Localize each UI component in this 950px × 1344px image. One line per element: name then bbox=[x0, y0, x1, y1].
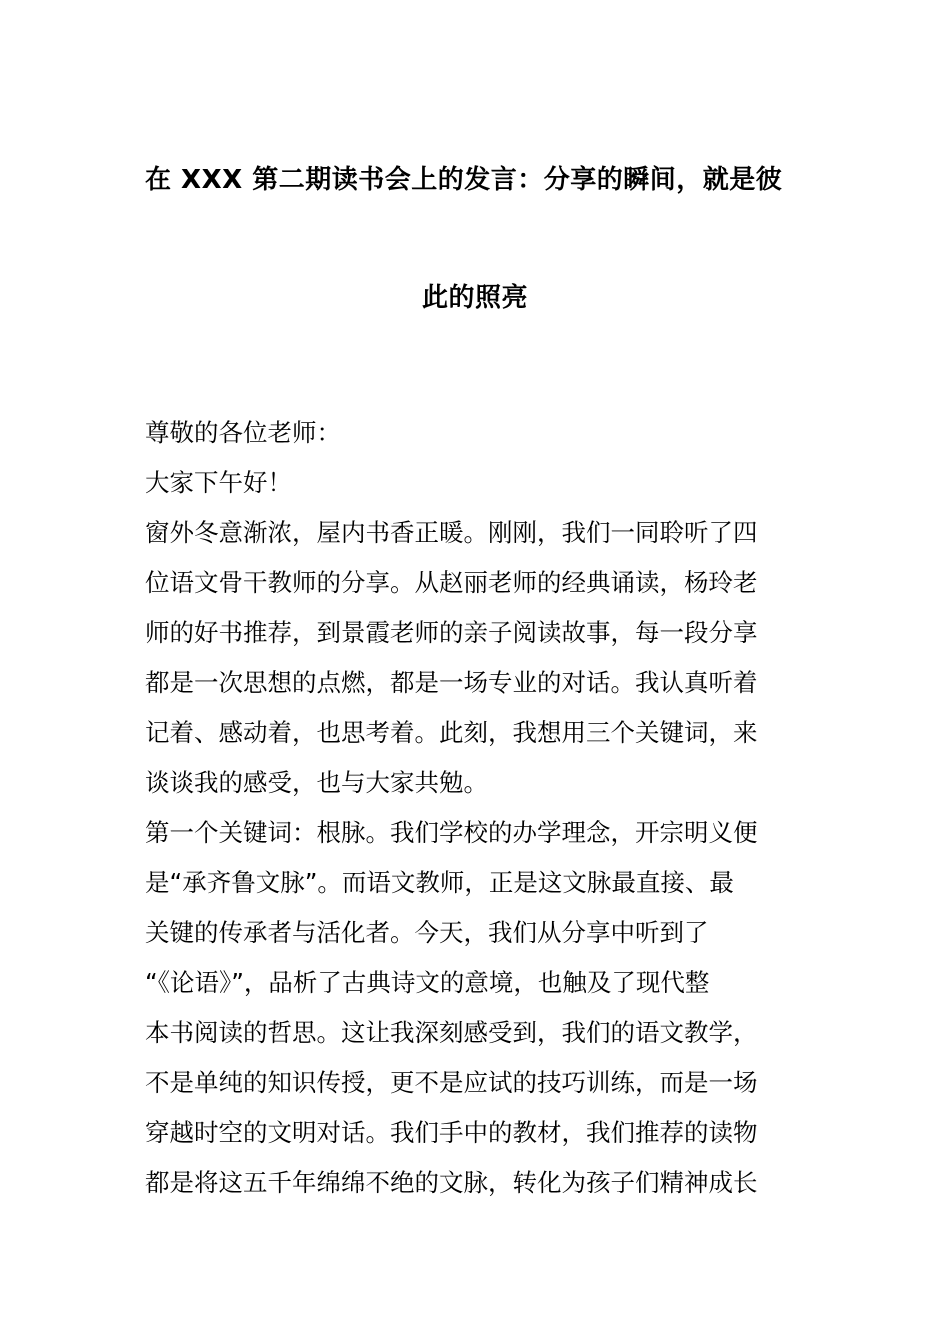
salutation: 尊敬的各位老师： bbox=[145, 418, 341, 447]
body-line: 位语文骨干教师的分享。从赵丽老师的经典诵读，杨玲老 bbox=[145, 568, 758, 597]
body-line: 窗外冬意渐浓，屋内书香正暖。刚刚，我们一同聆听了四 bbox=[145, 518, 758, 547]
greeting: 大家下午好！ bbox=[145, 468, 292, 497]
body-line: 第一个关键词：根脉。我们学校的办学理念，开宗明义便 bbox=[145, 818, 758, 847]
body-line: 都是一次思想的点燃，都是一场专业的对话。我认真听着 bbox=[145, 668, 758, 697]
body-line: 记着、感动着，也思考着。此刻，我想用三个关键词，来 bbox=[145, 718, 758, 747]
document-title-line-2: 此的照亮 bbox=[421, 283, 528, 313]
document-title-line-1: 在 XXX 第二期读书会上的发言：分享的瞬间，就是彼 bbox=[145, 165, 783, 195]
body-line: 是“承齐鲁文脉”。而语文教师，正是这文脉最直接、最 bbox=[145, 868, 734, 897]
document-body bbox=[145, 408, 807, 1208]
body-line: 穿越时空的文明对话。我们手中的教材，我们推荐的读物 bbox=[145, 1118, 758, 1147]
body-line: “《论语》”，品析了古典诗文的意境，也触及了现代整 bbox=[145, 968, 710, 997]
body-line: 本书阅读的哲思。这让我深刻感受到，我们的语文教学， bbox=[145, 1018, 758, 1047]
body-line: 关键的传承者与活化者。今天，我们从分享中听到了 bbox=[145, 918, 709, 947]
body-line: 师的好书推荐，到景霞老师的亲子阅读故事，每一段分享 bbox=[145, 618, 758, 647]
body-line: 都是将这五千年绵绵不绝的文脉，转化为孩子们精神成长 bbox=[145, 1168, 758, 1197]
body-line: 不是单纯的知识传授，更不是应试的技巧训练，而是一场 bbox=[145, 1068, 758, 1097]
body-line: 谈谈我的感受，也与大家共勉。 bbox=[145, 768, 488, 797]
